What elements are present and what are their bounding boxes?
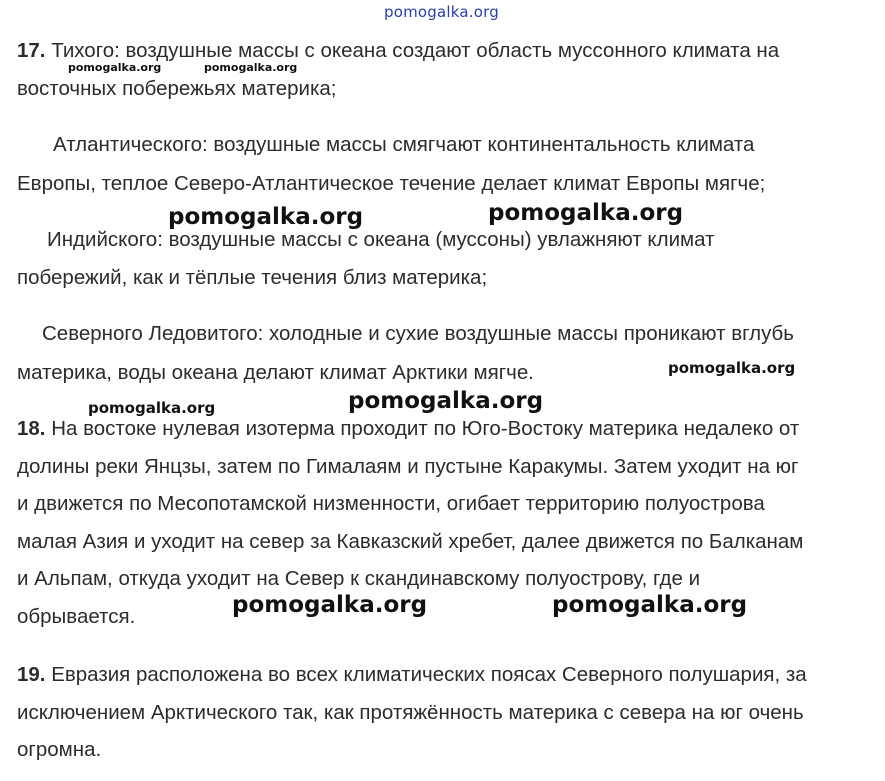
watermark: pomogalka.org [668, 359, 796, 377]
answer-18-line-1: 18. На востоке нулевая изотерма проходит по Юго-Востоку материка недалеко от [17, 417, 800, 440]
answer-18-line-6: обрывается. [17, 605, 136, 628]
answer-18-line-5: и Альпам, откуда уходит на Север к скандинавскому полуострову, где и [17, 567, 701, 590]
answer-17-line-7: Северного Ледовитого: холодные и сухие воздушные массы проникают вглубь [42, 322, 794, 345]
answer-18-number: 18. [17, 417, 46, 440]
answer-17-line-6: побережий, как и тёплые течения близ материка; [17, 266, 488, 289]
answer-19-line-2: исключением Арктического так, как протяжённость материка с севера на юг очень [17, 701, 804, 724]
watermark: pomogalka.org [232, 592, 428, 618]
answer-19-number: 19. [17, 663, 46, 686]
answer-19-line-1: 19. Евразия расположена во всех климатических поясах Северного полушария, за [17, 663, 807, 686]
watermark-top: pomogalka.org [384, 3, 499, 21]
watermark: pomogalka.org [552, 592, 748, 618]
answer-17-line-1: 17. Тихого: воздушные массы с океана создают область муссонного климата на [17, 39, 780, 62]
answer-17-line-3: Атлантического: воздушные массы смягчают континентальность климата [53, 133, 755, 156]
watermark: pomogalka.org [488, 200, 684, 226]
answer-17-line-8: материка, воды океана делают климат Арктики мягче. [17, 361, 534, 384]
watermark: pomogalka.org [204, 61, 298, 74]
answer-18-line-2: долины реки Янцзы, затем по Гималаям и пустыне Каракумы. Затем уходит на юг [17, 455, 799, 478]
watermark: pomogalka.org [348, 388, 544, 414]
answer-17-line-5: Индийского: воздушные массы с океана (муссоны) увлажняют климат [47, 228, 715, 251]
watermark: pomogalka.org [68, 61, 162, 74]
watermark: pomogalka.org [168, 204, 364, 230]
watermark: pomogalka.org [88, 399, 216, 417]
answer-18-line-4: малая Азия и уходит на север за Кавказский хребет, далее движется по Балканам [17, 530, 804, 553]
answer-19-line-3: огромна. [17, 738, 102, 761]
answer-18-line-3: и движется по Месопотамской низменности, огибает территорию полуострова [17, 492, 765, 515]
answer-17-line-2: восточных побережьях материка; [17, 77, 337, 100]
answer-17-number: 17. [17, 39, 46, 62]
answer-17-line-4: Европы, теплое Северо-Атлантическое течение делает климат Европы мягче; [17, 172, 766, 195]
